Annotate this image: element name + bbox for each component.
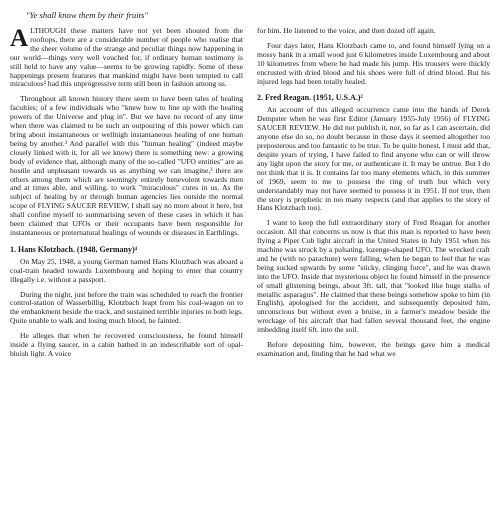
right-column xyxy=(257,27,490,505)
article-columns xyxy=(10,27,490,505)
paragraph: On May 25, 1948, a young German named Hans Klotzbach was aboard a coal-train headed towards Luxembourg and hoping to enter that country illegally i.e. without a passport. xyxy=(10,256,243,284)
paragraph: Throughout all known history there seem to have been tales of healing faculties; of a few individuals who "knew how to line up with the healing powers of the Universe and plug in". But we have no record of any time when there was claimed to be such an outpouring of this power which can bring about instantaneous or wellnigh instantaneous healing of one human being by another.³ And parallel with this "human healing" (indeed maybe closely linked with it, for all we know) there is something new: a growing body of evidence that, although many of the so-called "UFO entities" are as hostile and unpleasant towards us as anything we can imagine,³ there are others among them which are seemingly entirely benevolent towards men and at times able, and willing, to work "miraculous" cures in us. As the subject of healing by or through human agencies lies outside the normal scope of FLYING SAUCER REVIEW, I shall say no more about it here, but shall confine myself to summarising seven of these cases in which it has been claimed that UFOs or their occupants have been responsible for instantaneous or preternatural healings of wounds or diseases in Earthlings. xyxy=(10,94,243,237)
paragraph: for him. He listened to the voice, and then dozed off again. xyxy=(257,27,436,35)
intro-paragraph xyxy=(10,27,243,89)
paragraph: He alleges that when he recovered consciousness, he found himself inside a flying saucer, in a cabin bathed in an indescribable sort of opal-bluish light. A voice xyxy=(10,331,243,358)
left-column xyxy=(10,27,243,505)
section-heading: 2. Fred Reagan. (1951, U.S.A.)² xyxy=(257,93,363,103)
paragraph: Four days later, Hans Klotzbach came to, and found himself lying on a mossy bank in a small wood just 6 kilometres inside Luxembourg and about 10 kilometres from where he had made his jump. His trousers were thickly encrusted with dried blood and his shoes were full of dried blood. But his injured legs had been totally healed. xyxy=(257,40,490,86)
drop-cap: A xyxy=(10,27,29,52)
intro-text: LTHOUGH these matters have not yet been shouted from the rooftops, there are a considerable number of people who realise that the sheer volume of the strange and peculiar things now happening in our world—things very well vouched for, if ordinary human testimony is still held to have any value—seems to be growing rapidly. Some of these happenings present features that mankind might have been tempted to call miraculous² had this unprogressive term still been in fashion among us. xyxy=(10,27,243,89)
section-heading: 1. Hans Klotzbach. (1948, Germany)⁴ xyxy=(10,244,138,254)
paragraph: During the night, just before the train was scheduled to reach the frontier control-station of Wasserbillig, Klotzbach leapt from his coal-wagon on to the embankment beside the track, and sustained terrible injuries to both legs. Quite unable to walk and losing much blood, he fainted. xyxy=(10,289,243,326)
running-header: "Ye shall know them by their fruits" xyxy=(26,10,148,20)
paragraph: An account of this alleged occurrence came into the hands of Derek Dempster when he was first Editor (January 1955-July 1956) of FLYING SAUCER REVIEW. He did not publish it, nor, so far as I can ascertain, did anyone else do so, no doubt because in those days it seemed altogether too preposterous and too fantastic to be true. To be quite honest, I must add that, despite years of trying, I have failed to find anyone who can or will throw any light upon the story for me, or authenticate it. It may be untrue. But I do not think that it is. It contains far too many elements which, in this summer of 1969, seem to me to possess the ring of truth but which very understandably may not have seemed to possess it in 1951. If not true, then the story is prophetic in too many respects (and that applies to the story of Hans Klotzbach too). xyxy=(257,105,490,213)
paragraph: I want to keep the full extraordinary story of Fred Reagan for another occasion. All that concerns us now is that this man is reported to have been flying a Piper Cub light aircraft in the United States in July 1951 when his machine was struck by a pulsating, lozenge-shaped UFO. The wrecked craft and he (with no parachute) were falling, when he began to feel that he was being sucked upwards by some "sticky, clinging force", and he was drawn into the UFO. Inside that mysterious object he found himself in the presence of small glistening beings, about 3ft. tall, that "looked like huge stalks of metallic asparagus". He claimed that these beings somehow spoke to him (in English), apologised for the accident, and subsequently deposited him, unconscious but without even a bruise, in a farmer's meadow beside the wreckage of his aircraft that had fallen several thousand feet, the engine imbedding itself 6ft. into the soil. xyxy=(257,218,490,335)
paragraph: Before depositing him, however, the beings gave him a medical examination and, finding that he had what we xyxy=(257,340,490,358)
